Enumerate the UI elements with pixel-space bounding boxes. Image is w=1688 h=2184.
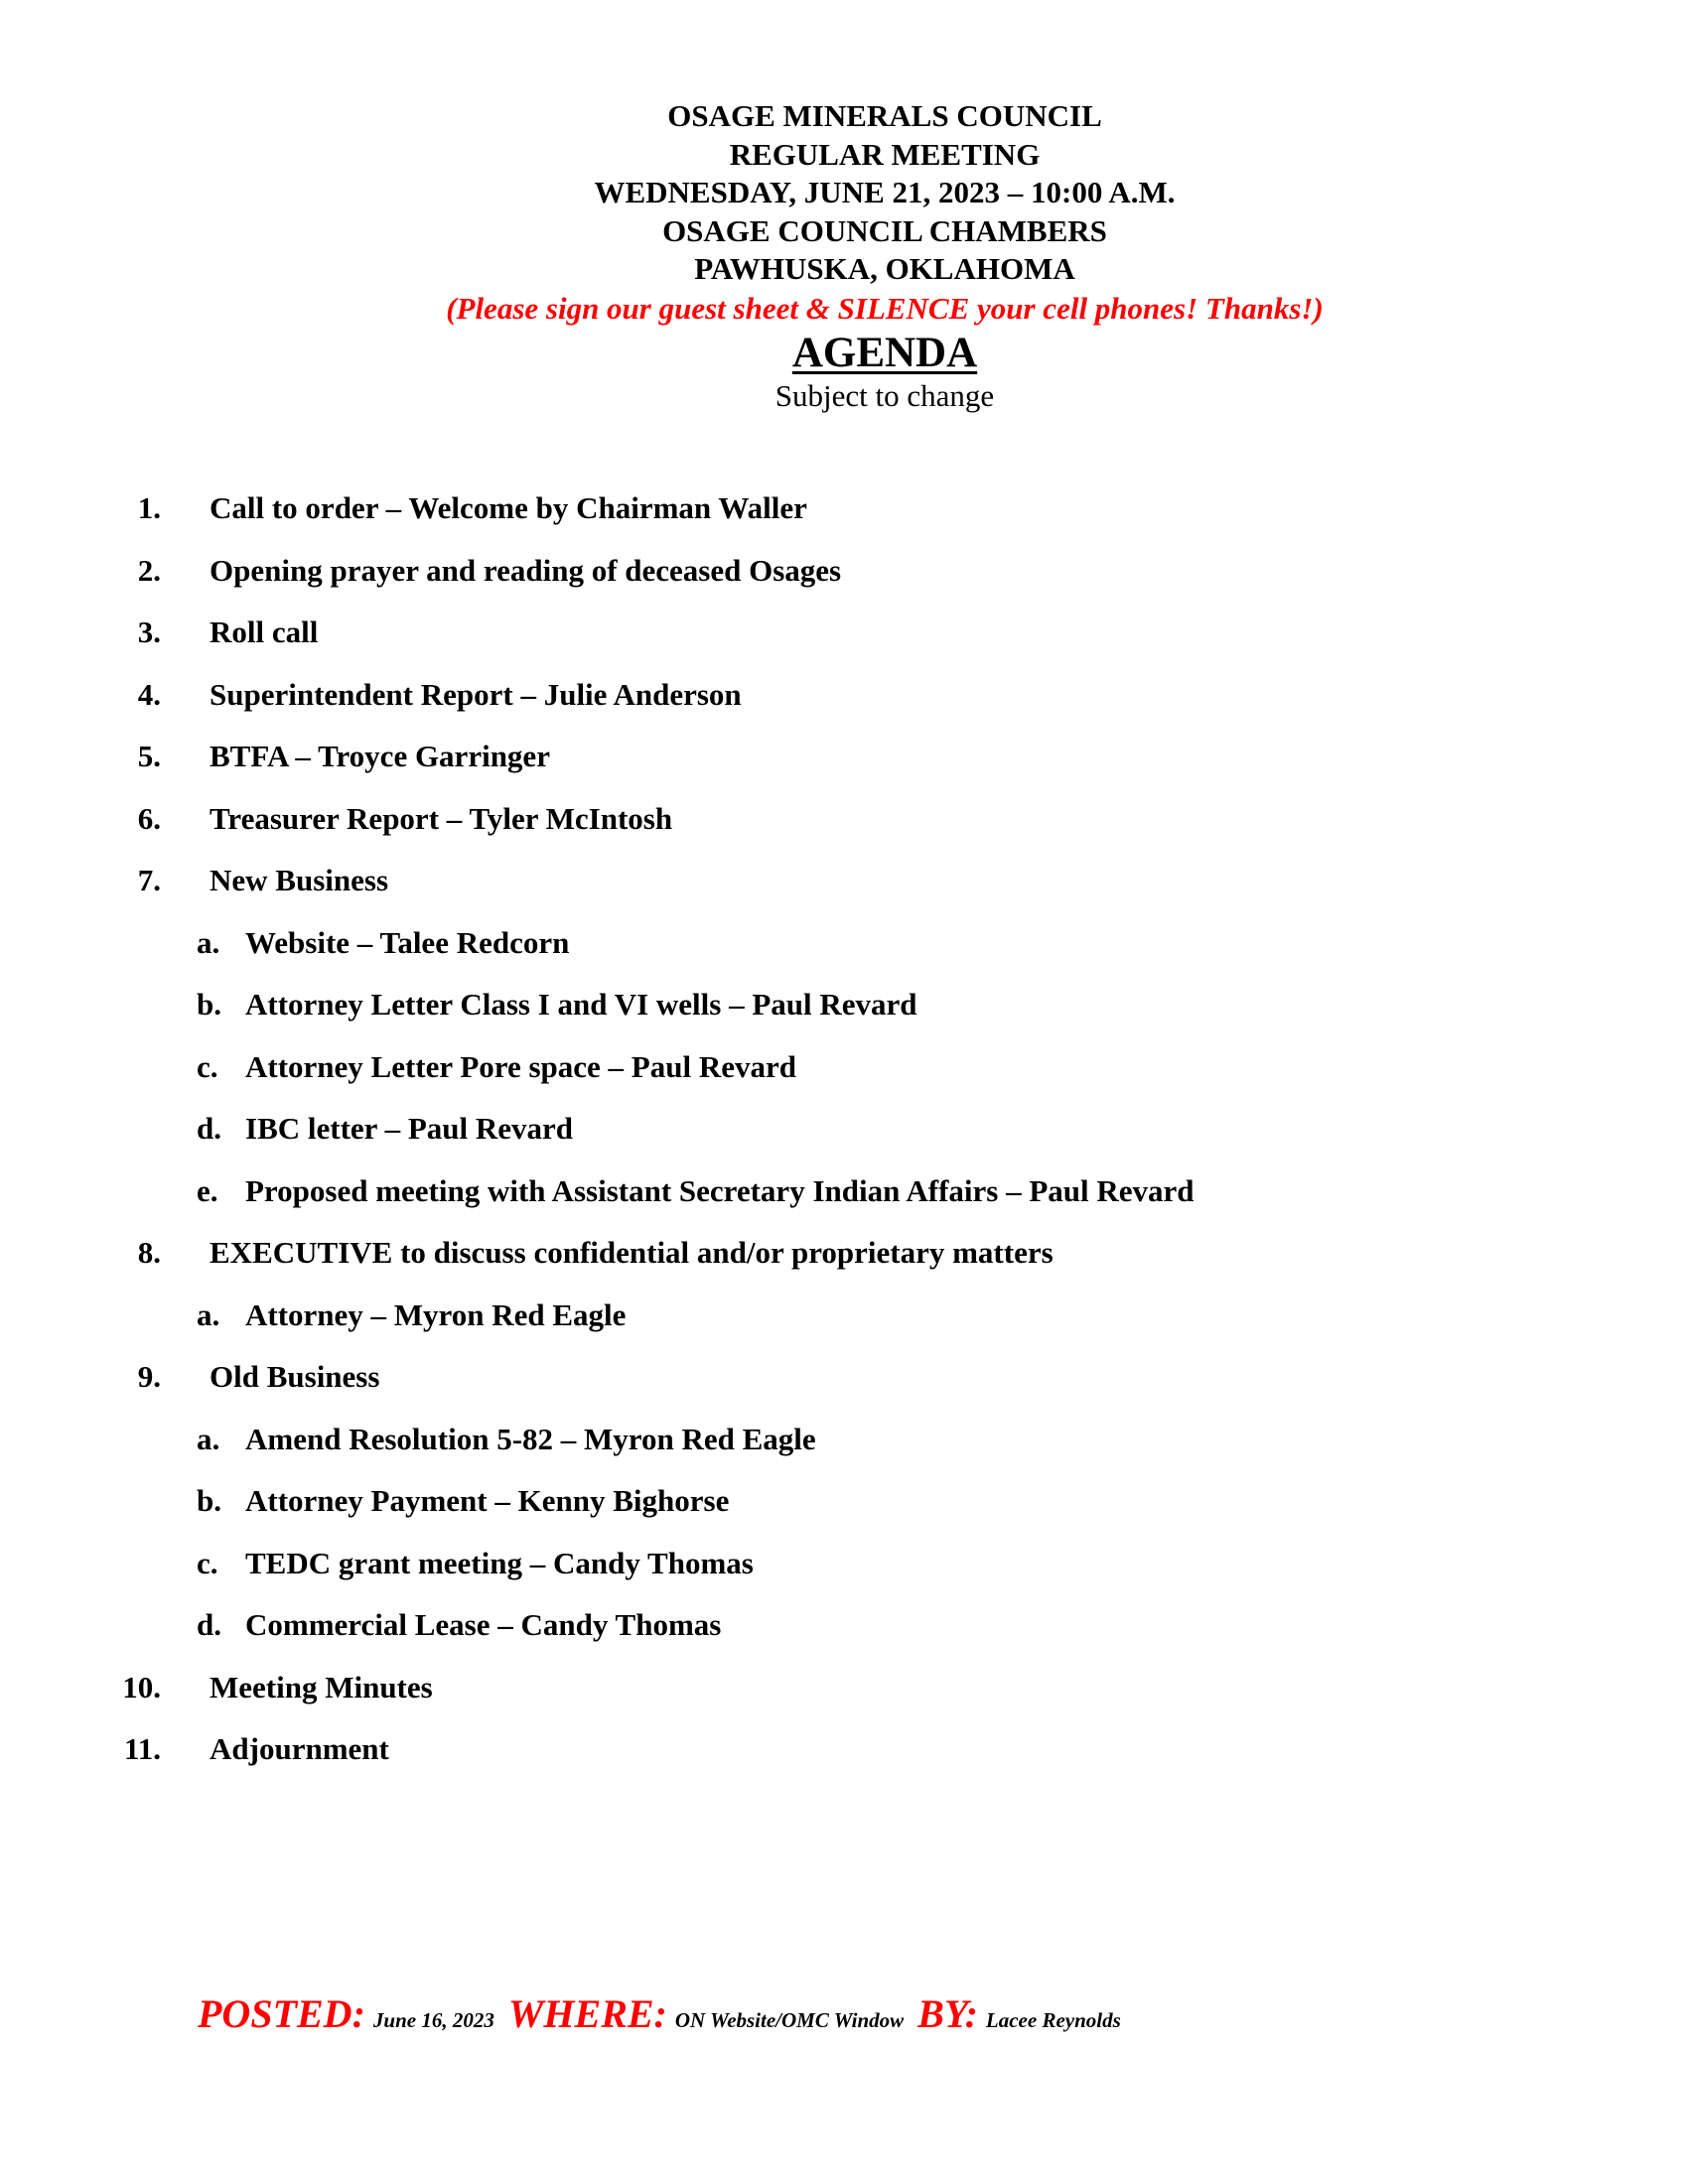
subitem-letter: c. <box>197 1546 218 1580</box>
posted-label: POSTED: <box>198 1991 365 2036</box>
subitem-text: Proposed meeting with Assistant Secretary Indian Affairs – Paul Revard <box>245 1173 1195 1208</box>
item-number: 9. <box>137 1359 161 1394</box>
subitem-text: IBC letter – Paul Revard <box>245 1111 574 1146</box>
item-number: 8. <box>137 1235 161 1270</box>
subitem-letter: c. <box>197 1049 218 1084</box>
item-number: 4. <box>137 677 161 712</box>
subitem-text: Amend Resolution 5-82 – Myron Red Eagle <box>245 1422 816 1456</box>
subitem-letter: b. <box>197 987 221 1022</box>
subitem-text: Attorney Letter Pore space – Paul Revard <box>245 1049 796 1084</box>
item-number: 2. <box>137 553 161 588</box>
agenda-title: AGENDA <box>791 329 978 376</box>
agenda-subtitle: Subject to change <box>774 377 995 413</box>
item-text: EXECUTIVE to discuss confidential and/or proprietary matters <box>210 1235 1054 1270</box>
posting-footer <box>198 1990 1135 2037</box>
meeting-date-time: WEDNESDAY, JUNE 21, 2023 – 10:00 A.M. <box>594 175 1176 209</box>
item-number: 6. <box>137 801 161 836</box>
subitem-letter: d. <box>197 1607 221 1642</box>
item-text: Treasurer Report – Tyler McIntosh <box>210 801 673 836</box>
item-text: Roll call <box>210 614 319 649</box>
item-text: Adjournment <box>210 1731 389 1766</box>
item-text: Old Business <box>210 1359 380 1394</box>
item-text: Superintendent Report – Julie Anderson <box>210 677 742 712</box>
by-label: BY: <box>917 1991 978 2036</box>
subitem-text: Attorney Letter Class I and VI wells – Paul Revard <box>245 987 917 1022</box>
item-number: 3. <box>137 614 161 649</box>
subitem-text: Attorney Payment – Kenny Bighorse <box>245 1483 730 1518</box>
meeting-city: PAWHUSKA, OKLAHOMA <box>694 251 1075 286</box>
item-text: Opening prayer and reading of deceased Osages <box>210 553 842 588</box>
item-number: 7. <box>137 863 161 897</box>
subitem-letter: a. <box>197 925 220 960</box>
meeting-type: REGULAR MEETING <box>729 136 1041 172</box>
where-value: ON Website/OMC Window <box>674 2008 905 2032</box>
item-number: 11. <box>123 1731 161 1766</box>
item-number: 5. <box>137 739 161 773</box>
subitem-text: Commercial Lease – Candy Thomas <box>245 1607 722 1642</box>
posted-date: June 16, 2023 <box>372 2008 494 2032</box>
subitem-text: TEDC grant meeting – Candy Thomas <box>245 1546 754 1580</box>
subitem-letter: a. <box>197 1297 220 1332</box>
item-number: 1. <box>137 490 161 525</box>
subitem-letter: a. <box>197 1422 220 1456</box>
where-label: WHERE: <box>507 1991 667 2036</box>
subitem-letter: e. <box>197 1173 218 1208</box>
guest-notice: (Please sign our guest sheet & SILENCE your cell phones! Thanks!) <box>446 290 1324 326</box>
org-name: OSAGE MINERALS COUNCIL <box>667 98 1102 133</box>
subitem-text: Website – Talee Redcorn <box>245 925 570 960</box>
item-text: New Business <box>210 863 389 897</box>
subitem-letter: b. <box>197 1483 221 1518</box>
item-text: BTFA – Troyce Garringer <box>210 739 550 773</box>
meeting-location: OSAGE COUNCIL CHAMBERS <box>662 212 1107 248</box>
agenda-header <box>0 97 1688 414</box>
subitem-text: Attorney – Myron Red Eagle <box>245 1297 627 1332</box>
by-value: Lacee Reynolds <box>985 2008 1121 2032</box>
item-text: Meeting Minutes <box>210 1670 433 1705</box>
item-text: Call to order – Welcome by Chairman Waller <box>210 490 807 525</box>
item-number: 10. <box>122 1670 161 1705</box>
subitem-letter: d. <box>197 1111 221 1146</box>
